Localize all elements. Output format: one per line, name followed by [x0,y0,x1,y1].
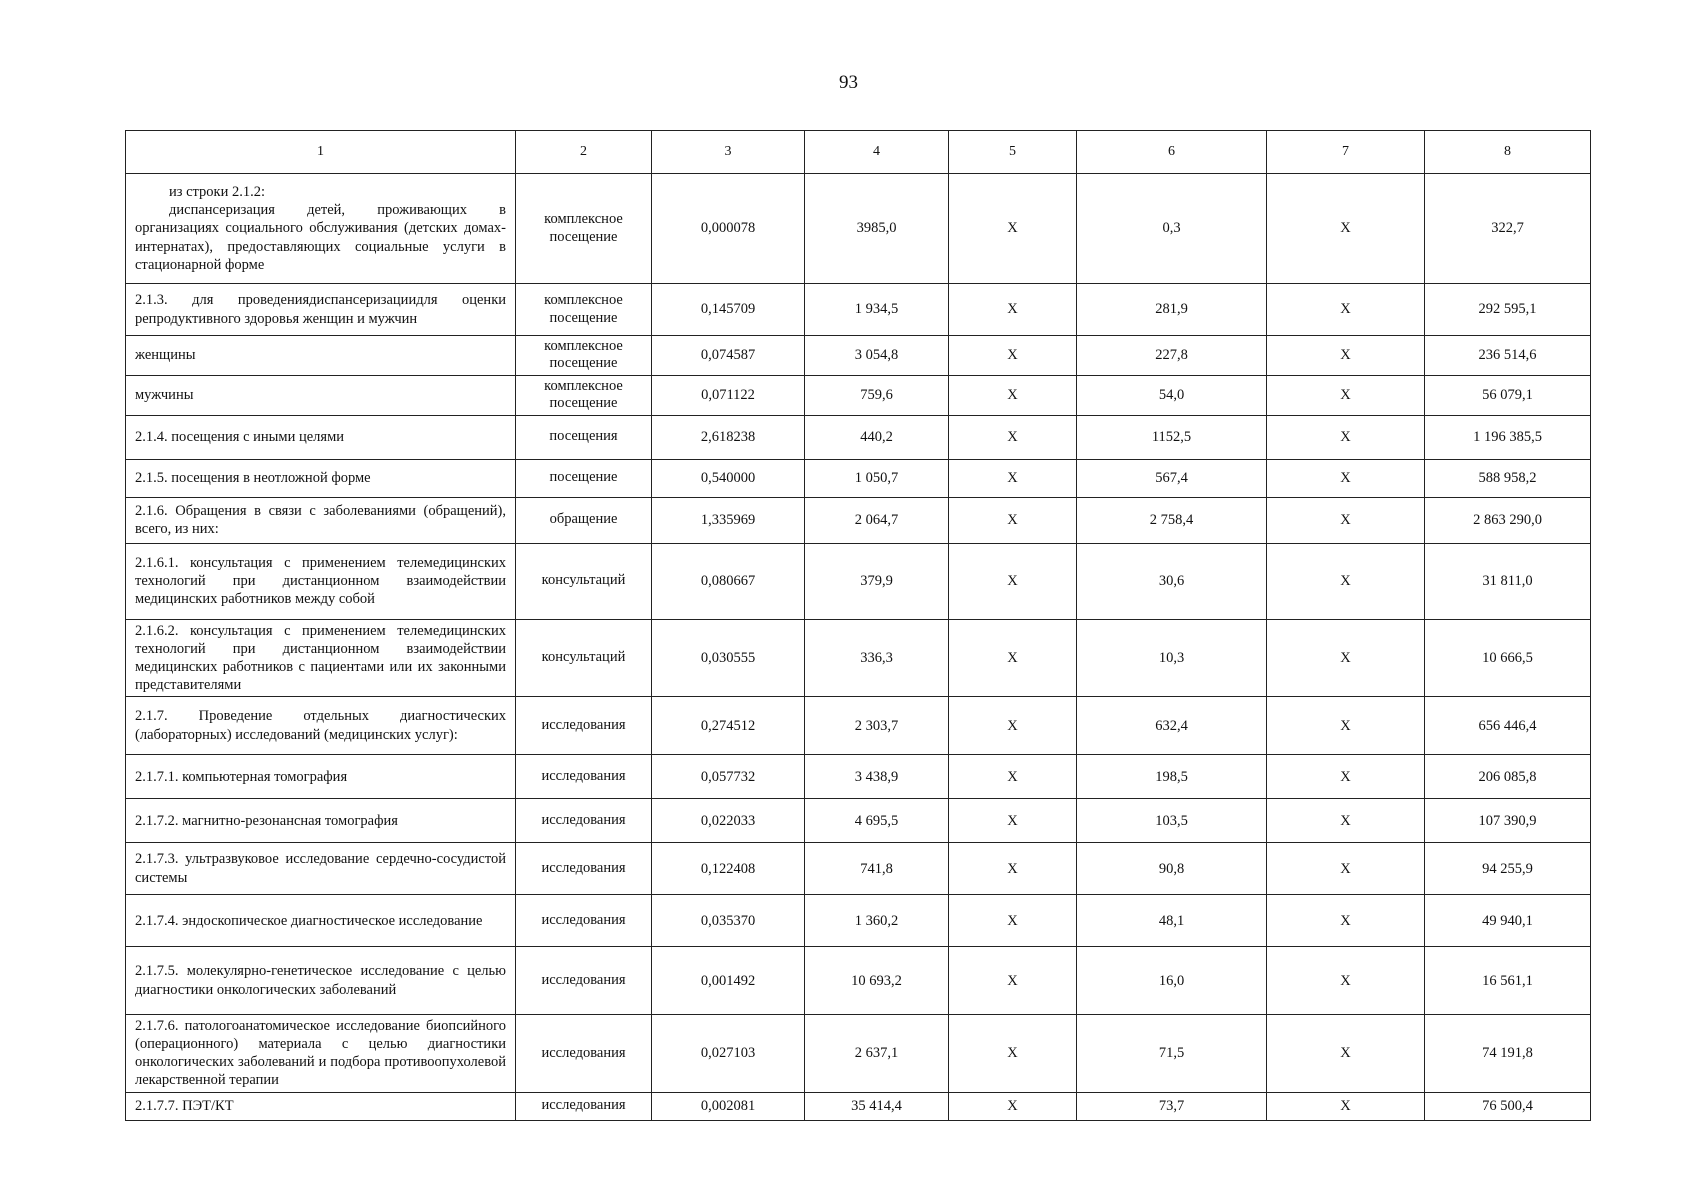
column-header: 2 [516,131,652,174]
value-cell: X [1267,284,1425,336]
value-cell: 30,6 [1077,543,1267,619]
value-cell: 90,8 [1077,843,1267,895]
value-cell: X [949,619,1077,697]
unit-cell: комплексное посещение [516,336,652,376]
value-cell: X [949,755,1077,799]
value-cell: X [949,1015,1077,1093]
value-cell: 292 595,1 [1425,284,1591,336]
unit-cell: исследования [516,1015,652,1093]
column-header: 8 [1425,131,1591,174]
row-label: 2.1.7. Проведение отдельных диагностических (лабораторных) исследований (медицинских услуг): [126,697,516,755]
value-cell: 10,3 [1077,619,1267,697]
value-cell: 227,8 [1077,336,1267,376]
unit-cell: комплексное посещение [516,284,652,336]
table-row [126,336,1591,376]
value-cell: 336,3 [805,619,949,697]
value-cell: 0,540000 [652,459,805,497]
value-cell: 588 958,2 [1425,459,1591,497]
value-cell: X [1267,843,1425,895]
value-cell: X [1267,1092,1425,1120]
row-label: 2.1.6. Обращения в связи с заболеваниями (обращений), всего, из них: [126,497,516,543]
table-row [126,459,1591,497]
column-header: 6 [1077,131,1267,174]
unit-cell: посещение [516,459,652,497]
table-row [126,697,1591,755]
value-cell: 74 191,8 [1425,1015,1591,1093]
value-cell: 656 446,4 [1425,697,1591,755]
row-label: мужчины [126,375,516,415]
value-cell: X [1267,459,1425,497]
value-cell: 0,035370 [652,895,805,947]
value-cell: 16,0 [1077,947,1267,1015]
value-cell: X [1267,895,1425,947]
row-label: 2.1.3. для проведениядиспансеризациидля оценки репродуктивного здоровья женщин и мужчин [126,284,516,336]
value-cell: X [949,174,1077,284]
table-row [126,755,1591,799]
value-cell: 54,0 [1077,375,1267,415]
value-cell: 2 637,1 [805,1015,949,1093]
table-row [126,284,1591,336]
value-cell: 73,7 [1077,1092,1267,1120]
unit-cell: комплексное посещение [516,174,652,284]
page-number: 93 [839,72,858,93]
value-cell: 0,274512 [652,697,805,755]
value-cell: X [949,336,1077,376]
table-row [126,947,1591,1015]
value-cell: 3 438,9 [805,755,949,799]
value-cell: 107 390,9 [1425,799,1591,843]
row-label: 2.1.7.4. эндоскопическое диагностическое исследование [126,895,516,947]
value-cell: X [949,843,1077,895]
row-label: 2.1.7.2. магнитно-резонансная томография [126,799,516,843]
column-header: 3 [652,131,805,174]
value-cell: X [949,697,1077,755]
value-cell: X [949,415,1077,459]
value-cell: X [949,543,1077,619]
value-cell: 0,030555 [652,619,805,697]
row-label: 2.1.6.1. консультация с применением телемедицинских технологий при дистанционном взаимодействии медицинских работников между собой [126,543,516,619]
table-row [126,799,1591,843]
unit-cell: исследования [516,799,652,843]
value-cell: 1152,5 [1077,415,1267,459]
row-label: 2.1.7.7. ПЭТ/КТ [126,1092,516,1120]
value-cell: 1 934,5 [805,284,949,336]
value-cell: 0,057732 [652,755,805,799]
value-cell: X [1267,697,1425,755]
table-row [126,895,1591,947]
value-cell: 103,5 [1077,799,1267,843]
column-header: 4 [805,131,949,174]
value-cell: 759,6 [805,375,949,415]
value-cell: X [949,895,1077,947]
row-label: 2.1.7.5. молекулярно-генетическое исследование с целью диагностики онкологических заболеваний [126,947,516,1015]
value-cell: X [1267,174,1425,284]
value-cell: X [1267,336,1425,376]
value-cell: X [1267,755,1425,799]
value-cell: 206 085,8 [1425,755,1591,799]
value-cell: X [1267,375,1425,415]
value-cell: X [1267,799,1425,843]
value-cell: 1,335969 [652,497,805,543]
row-label: 2.1.4. посещения с иными целями [126,415,516,459]
value-cell: 440,2 [805,415,949,459]
value-cell: 567,4 [1077,459,1267,497]
value-cell: 2,618238 [652,415,805,459]
value-cell: 632,4 [1077,697,1267,755]
table-row [126,375,1591,415]
value-cell: X [949,497,1077,543]
row-label: 2.1.7.6. патологоанатомическое исследование биопсийного (операционного) материала с целью диагностики онкологических заболеваний и подбора противоопухолевой лекарственной терапии [126,1015,516,1093]
table-row [126,1015,1591,1093]
table-row [126,1092,1591,1120]
value-cell: 0,145709 [652,284,805,336]
value-cell: 16 561,1 [1425,947,1591,1015]
row-label: женщины [126,336,516,376]
value-cell: X [1267,947,1425,1015]
value-cell: X [949,947,1077,1015]
unit-cell: исследования [516,947,652,1015]
table-row [126,497,1591,543]
column-header: 7 [1267,131,1425,174]
unit-cell: исследования [516,755,652,799]
value-cell: 0,080667 [652,543,805,619]
value-cell: X [1267,619,1425,697]
value-cell: 281,9 [1077,284,1267,336]
value-cell: X [1267,1015,1425,1093]
value-cell: X [949,1092,1077,1120]
value-cell: 2 303,7 [805,697,949,755]
header-row [126,131,1591,174]
value-cell: 0,071122 [652,375,805,415]
value-cell: 198,5 [1077,755,1267,799]
value-cell: 1 196 385,5 [1425,415,1591,459]
row-label: 2.1.6.2. консультация с применением телемедицинских технологий при дистанционном взаимодействии медицинских работников с пациентами или их законными представителями [126,619,516,697]
value-cell: 2 758,4 [1077,497,1267,543]
data-table [125,130,1591,1121]
unit-cell: консультаций [516,619,652,697]
column-header: 5 [949,131,1077,174]
unit-cell: исследования [516,843,652,895]
row-label: 2.1.7.3. ультразвуковое исследование сердечно-сосудистой системы [126,843,516,895]
value-cell: 0,3 [1077,174,1267,284]
value-cell: 0,027103 [652,1015,805,1093]
value-cell: 0,002081 [652,1092,805,1120]
value-cell: 49 940,1 [1425,895,1591,947]
value-cell: 0,022033 [652,799,805,843]
row-label: из строки 2.1.2: диспансеризация детей, проживающих в организациях социального обслуживания (детских домах-интернатах), предоставляющих социальные услуги в стационарной форме [126,174,516,284]
table-row [126,415,1591,459]
unit-cell: консультаций [516,543,652,619]
value-cell: X [1267,415,1425,459]
value-cell: 0,074587 [652,336,805,376]
value-cell: 1 360,2 [805,895,949,947]
value-cell: 94 255,9 [1425,843,1591,895]
value-cell: 1 050,7 [805,459,949,497]
table-row [126,619,1591,697]
value-cell: 2 064,7 [805,497,949,543]
value-cell: 35 414,4 [805,1092,949,1120]
row-label: 2.1.7.1. компьютерная томография [126,755,516,799]
value-cell: X [949,375,1077,415]
table-row [126,843,1591,895]
value-cell: 10 693,2 [805,947,949,1015]
unit-cell: посещения [516,415,652,459]
value-cell: 3 054,8 [805,336,949,376]
value-cell: 0,001492 [652,947,805,1015]
value-cell: 741,8 [805,843,949,895]
column-header: 1 [126,131,516,174]
value-cell: 0,000078 [652,174,805,284]
unit-cell: комплексное посещение [516,375,652,415]
value-cell: X [1267,497,1425,543]
value-cell: 48,1 [1077,895,1267,947]
row-label: 2.1.5. посещения в неотложной форме [126,459,516,497]
value-cell: X [949,799,1077,843]
unit-cell: исследования [516,1092,652,1120]
unit-cell: исследования [516,895,652,947]
value-cell: 4 695,5 [805,799,949,843]
value-cell: 236 514,6 [1425,336,1591,376]
value-cell: 31 811,0 [1425,543,1591,619]
value-cell: 3985,0 [805,174,949,284]
value-cell: 10 666,5 [1425,619,1591,697]
value-cell: 2 863 290,0 [1425,497,1591,543]
value-cell: 0,122408 [652,843,805,895]
value-cell: 76 500,4 [1425,1092,1591,1120]
value-cell: 322,7 [1425,174,1591,284]
unit-cell: обращение [516,497,652,543]
table-row [126,174,1591,284]
unit-cell: исследования [516,697,652,755]
value-cell: 379,9 [805,543,949,619]
value-cell: X [949,284,1077,336]
table-row [126,543,1591,619]
value-cell: X [949,459,1077,497]
value-cell: 71,5 [1077,1015,1267,1093]
value-cell: X [1267,543,1425,619]
value-cell: 56 079,1 [1425,375,1591,415]
